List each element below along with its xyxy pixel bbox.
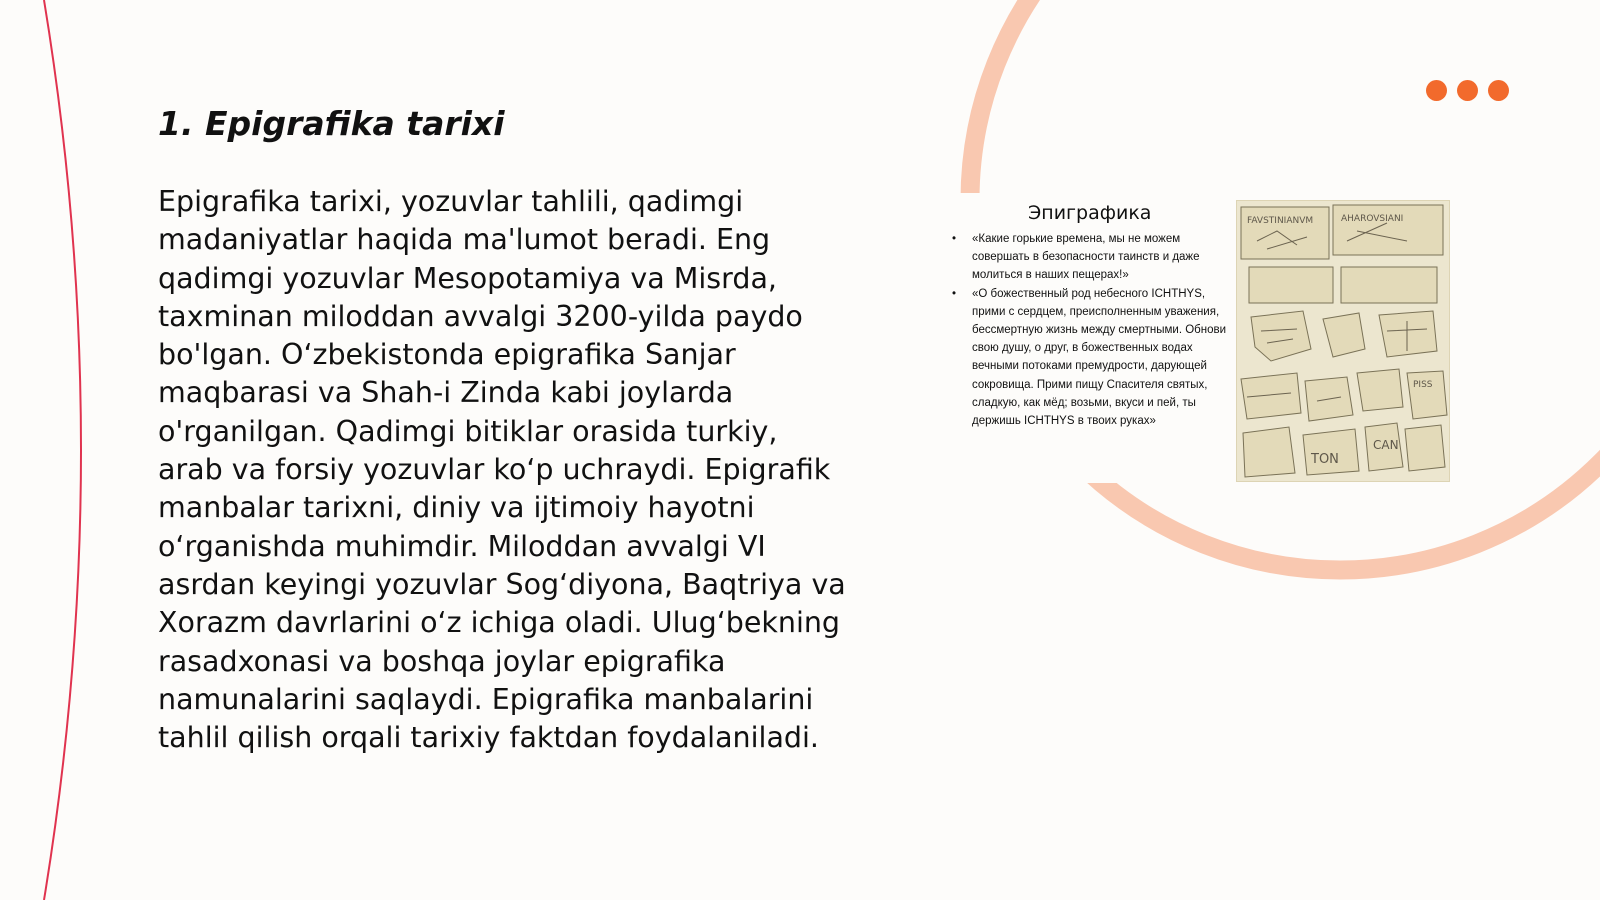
inscription-label: AHAROVSIANI <box>1341 214 1404 224</box>
inscription-label: FAVSTINIANVM <box>1247 216 1314 226</box>
inscription-fragments <box>1237 201 1451 483</box>
inscription-label: PISS <box>1413 380 1433 390</box>
dot <box>1488 80 1509 101</box>
inscription-label: CAN <box>1373 438 1399 452</box>
thumbnail-bullet-list <box>944 230 1234 430</box>
thumbnail-bullet: • «Какие горькие времена, мы не можем совершать в безопасности таинств и даже молиться в наших пещерах!» <box>944 230 1234 285</box>
more-dots-icon <box>1426 80 1509 101</box>
thumbnail-bullet: • «О божественный род небесного ICHTHYS, прими с сердцем, преисполненным уважения, бессмертную жизнь между смертными. Обнови свою душу, о друг, в божественных водах вечными потоками премудрости, дарующей сокровища. Прими пищу Спасителя святых, сладкую, как мёд; возьми, вкуси и пей, ты держишь ICHTHYS в твоих руках» <box>944 285 1234 431</box>
slide-title: 1. Epigrafika tarixi <box>158 104 505 143</box>
slide-body-text: Epigrafika tarixi, yozuvlar tahlili, qadimgi madaniyatlar haqida ma'lumot beradi. Eng qadimgi yozuvlar Mesopotamiya va Misrda, taxminan miloddan avvalgi 3200-yilda paydo bo'lgan. O‘zbekistonda epigrafika Sanjar maqbarasi va Shah-i Zinda kabi joylarda o'rganilgan. Qadimgi bitiklar orasida turkiy, arab va forsiy yozuvlar ko‘p uchraydi. Epigrafik manbalar tarixni, diniy va ijtimoiy hayotni o‘rganishda muhimdir. Miloddan avvalgi VI asrdan keyingi yozuvlar Sog‘diyona, Baqtriya va Xorazm davrlarini o‘z ichiga oladi. Ulug‘bekning rasadxonasi va boshqa joylar epigrafika namunalarini saqlaydi. Epigrafika manbalarini tahlil qilish orqali tarixiy faktdan foydalaniladi. <box>158 185 846 755</box>
thumbnail-title: Эпиграфика <box>1028 202 1152 224</box>
inscription-label: TON <box>1311 452 1339 467</box>
left-accent-line <box>44 0 81 900</box>
dot <box>1457 80 1478 101</box>
inscription-image <box>1236 200 1450 482</box>
embedded-slide-thumbnail <box>944 200 1450 482</box>
dot <box>1426 80 1447 101</box>
